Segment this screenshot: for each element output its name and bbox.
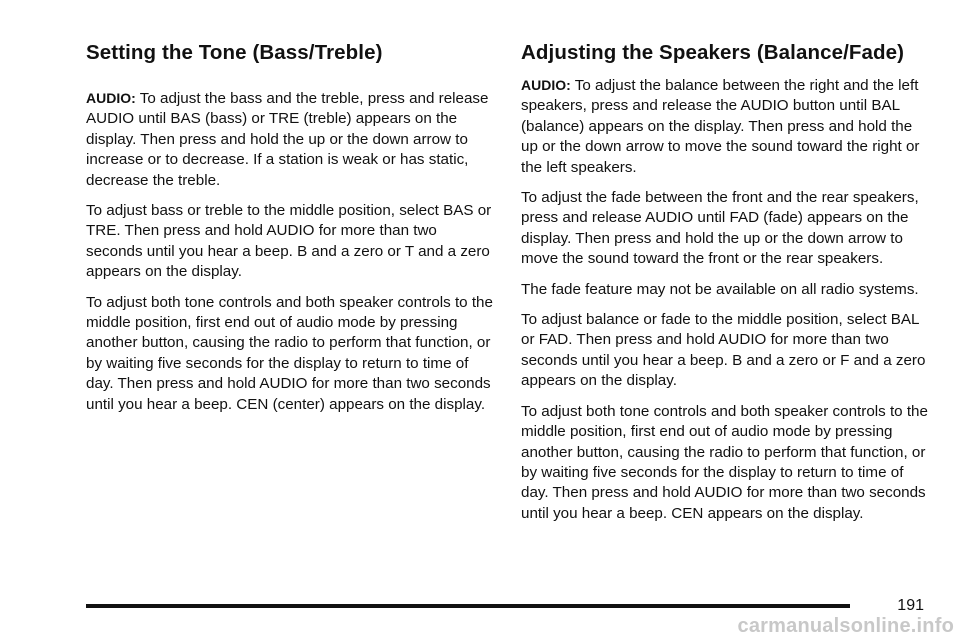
lead-label: AUDIO: (521, 77, 571, 93)
right-column (521, 40, 931, 534)
lead-label: AUDIO: (86, 90, 136, 106)
section-heading-speakers: Adjusting the Speakers (Balance/Fade) (521, 41, 905, 64)
paragraph: To adjust both tone controls and both speaker controls to the middle position, first end out of audio mode by pressing another button, causing the radio to perform that function, or by waiting five seconds for the display to return to time of day. Then press and hold AUDIO for more than two seconds until you hear a beep. CEN (center) appears on the display. (86, 293, 493, 413)
paragraph: The fade feature may not be available on all radio systems. (521, 280, 919, 298)
page-number: 191 (897, 597, 924, 614)
paragraph: To adjust the fade between the front and the rear speakers, press and release AUDIO until FAD (fade) appears on the display. Then press and hold the up or the down arrow to move the sound toward the front or the rear speakers. (521, 189, 919, 268)
paragraph: To adjust balance or fade to the middle position, select BAL or FAD. Then press and hold AUDIO for more than two seconds until you hear a beep. B and a zero or F and a zero appears on the display. (521, 311, 926, 390)
footer-rule (86, 604, 850, 608)
left-column (86, 40, 496, 425)
watermark: carmanualsonline.info (737, 615, 954, 637)
paragraph: To adjust bass or treble to the middle position, select BAS or TRE. Then press and hold AUDIO for more than two seconds until you hear a beep. B and a zero or T and a zero appears on the display. (86, 202, 492, 281)
paragraph: To adjust both tone controls and both speaker controls to the middle position, first end out of audio mode by pressing another button, causing the radio to perform that function, or by waiting five seconds for the display to return to time of day. Then press and hold AUDIO for more than two seconds until you hear a beep. CEN appears on the display. (521, 402, 928, 522)
paragraph-text: To adjust the bass and the treble, press and release AUDIO until BAS (bass) or TRE (treble) appears on the display. Then press and hold the up or the down arrow to increase or to decrease. If a station is weak or has static, decrease the treble. (86, 90, 489, 189)
paragraph (521, 75, 931, 178)
paragraph (86, 88, 496, 191)
section-heading-tone: Setting the Tone (Bass/Treble) (86, 41, 383, 64)
paragraph-text: To adjust the balance between the right and the left speakers, press and release the AUDIO button until BAL (balance) appears on the display. Then press and hold the up or the down arrow to move the sound toward the right or the left speakers. (521, 77, 920, 176)
